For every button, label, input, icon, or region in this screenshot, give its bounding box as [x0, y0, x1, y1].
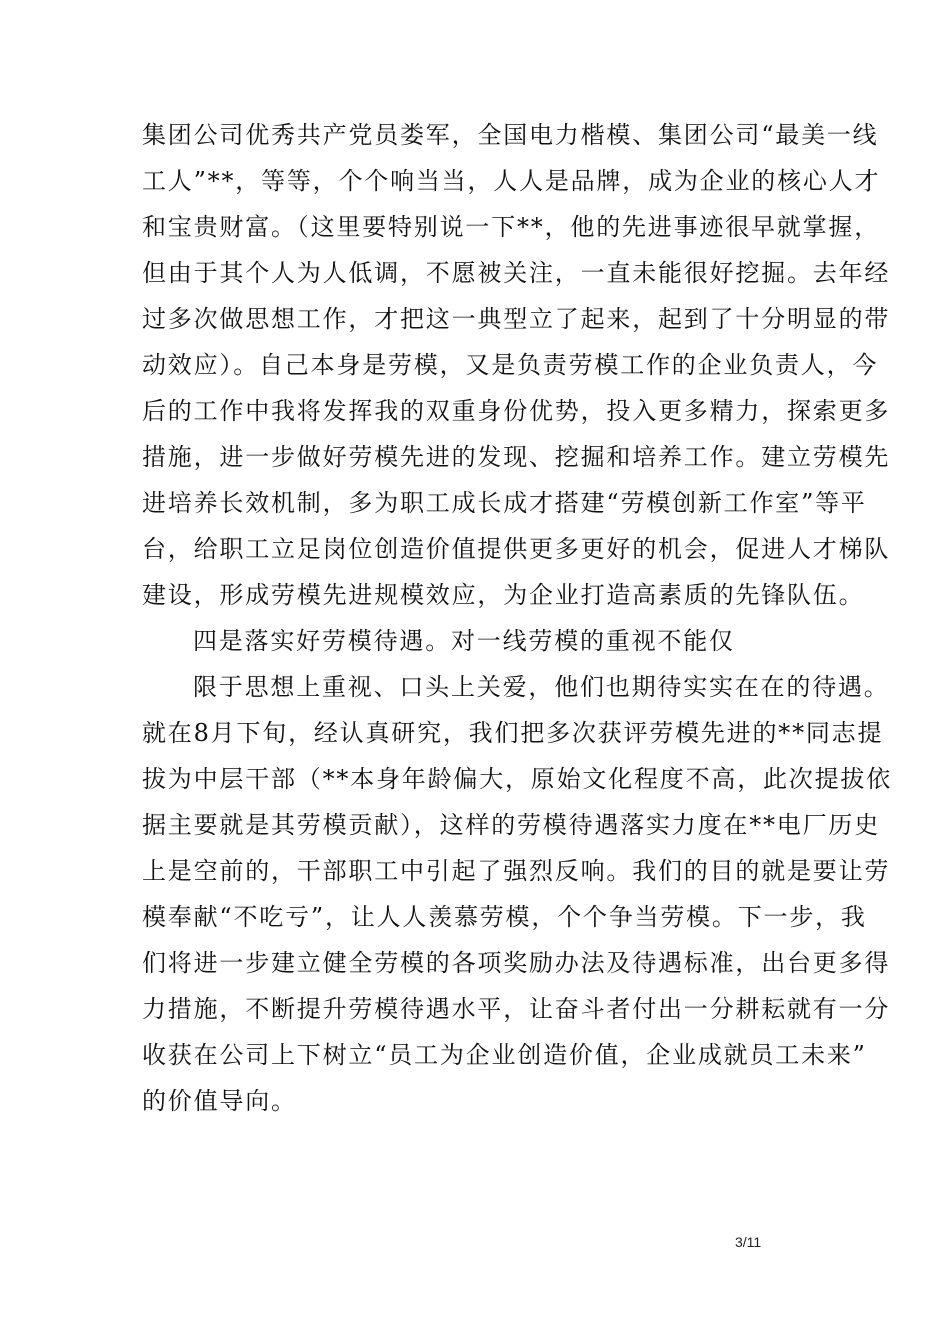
text-line: 就在8月下旬，经认真研究，我们把多次获评劳模先进的**同志提 [142, 719, 884, 747]
text-line: 模奉献“不吃亏”，让人人羡慕劳模，个个争当劳模。下一步，我 [142, 903, 867, 931]
text-line: 拔为中层干部（**本身年龄偏大，原始文化程度不高，此次提拔依 [142, 765, 892, 793]
page-number: 3/11 [735, 1234, 762, 1250]
text-line: 的价值导向。 [142, 1087, 297, 1115]
text-line: 收获在公司上下树立“员工为企业创造价值，企业成就员工未来” [142, 1041, 867, 1069]
text-line: 和宝贵财富。（这里要特别说一下**，他的先进事迹很早就掌握， [142, 213, 880, 241]
section-heading: 四是落实好劳模待遇。对一线劳模的重视不能仅 [193, 627, 735, 655]
text-line: 后的工作中我将发挥我的双重身份优势，投入更多精力，探索更多 [142, 397, 891, 425]
text-line: 过多次做思想工作，才把这一典型立了起来，起到了十分明显的带 [142, 305, 891, 333]
text-line: 进培养长效机制，多为职工成长成才搭建“劳模创新工作室”等平 [142, 489, 867, 517]
text-line: 但由于其个人为人低调，不愿被关注，一直未能很好挖掘。去年经 [142, 259, 891, 287]
text-line: 集团公司优秀共产党员娄军，全国电力楷模、集团公司“最美一线 [142, 121, 879, 149]
text-line: 动效应）。自己本身是劳模，又是负责劳模工作的企业负责人，今 [142, 351, 879, 379]
text-line: 们将进一步建立健全劳模的各项奖励办法及待遇标准，出台更多得 [142, 949, 891, 977]
text-line: 建设，形成劳模先进规模效应，为企业打造高素质的先锋队伍。 [142, 581, 865, 609]
text-line: 力措施，不断提升劳模待遇水平，让奋斗者付出一分耕耘就有一分 [142, 995, 891, 1023]
text-line: 工人”**，等等，个个响当当，人人是品牌，成为企业的核心人才 [142, 167, 881, 195]
text-line: 限于思想上重视、口头上关爱，他们也期待实实在在的待遇。 [193, 673, 890, 701]
text-line: 措施，进一步做好劳模先进的发现、挖掘和培养工作。建立劳模先 [142, 443, 891, 471]
text-line: 上是空前的，干部职工中引起了强烈反响。我们的目的就是要让劳 [142, 857, 891, 885]
text-line: 台，给职工立足岗位创造价值提供更多更好的机会，促进人才梯队 [142, 535, 891, 563]
text-line: 据主要就是其劳模贡献），这样的劳模待遇落实力度在**电厂历史 [142, 811, 880, 839]
